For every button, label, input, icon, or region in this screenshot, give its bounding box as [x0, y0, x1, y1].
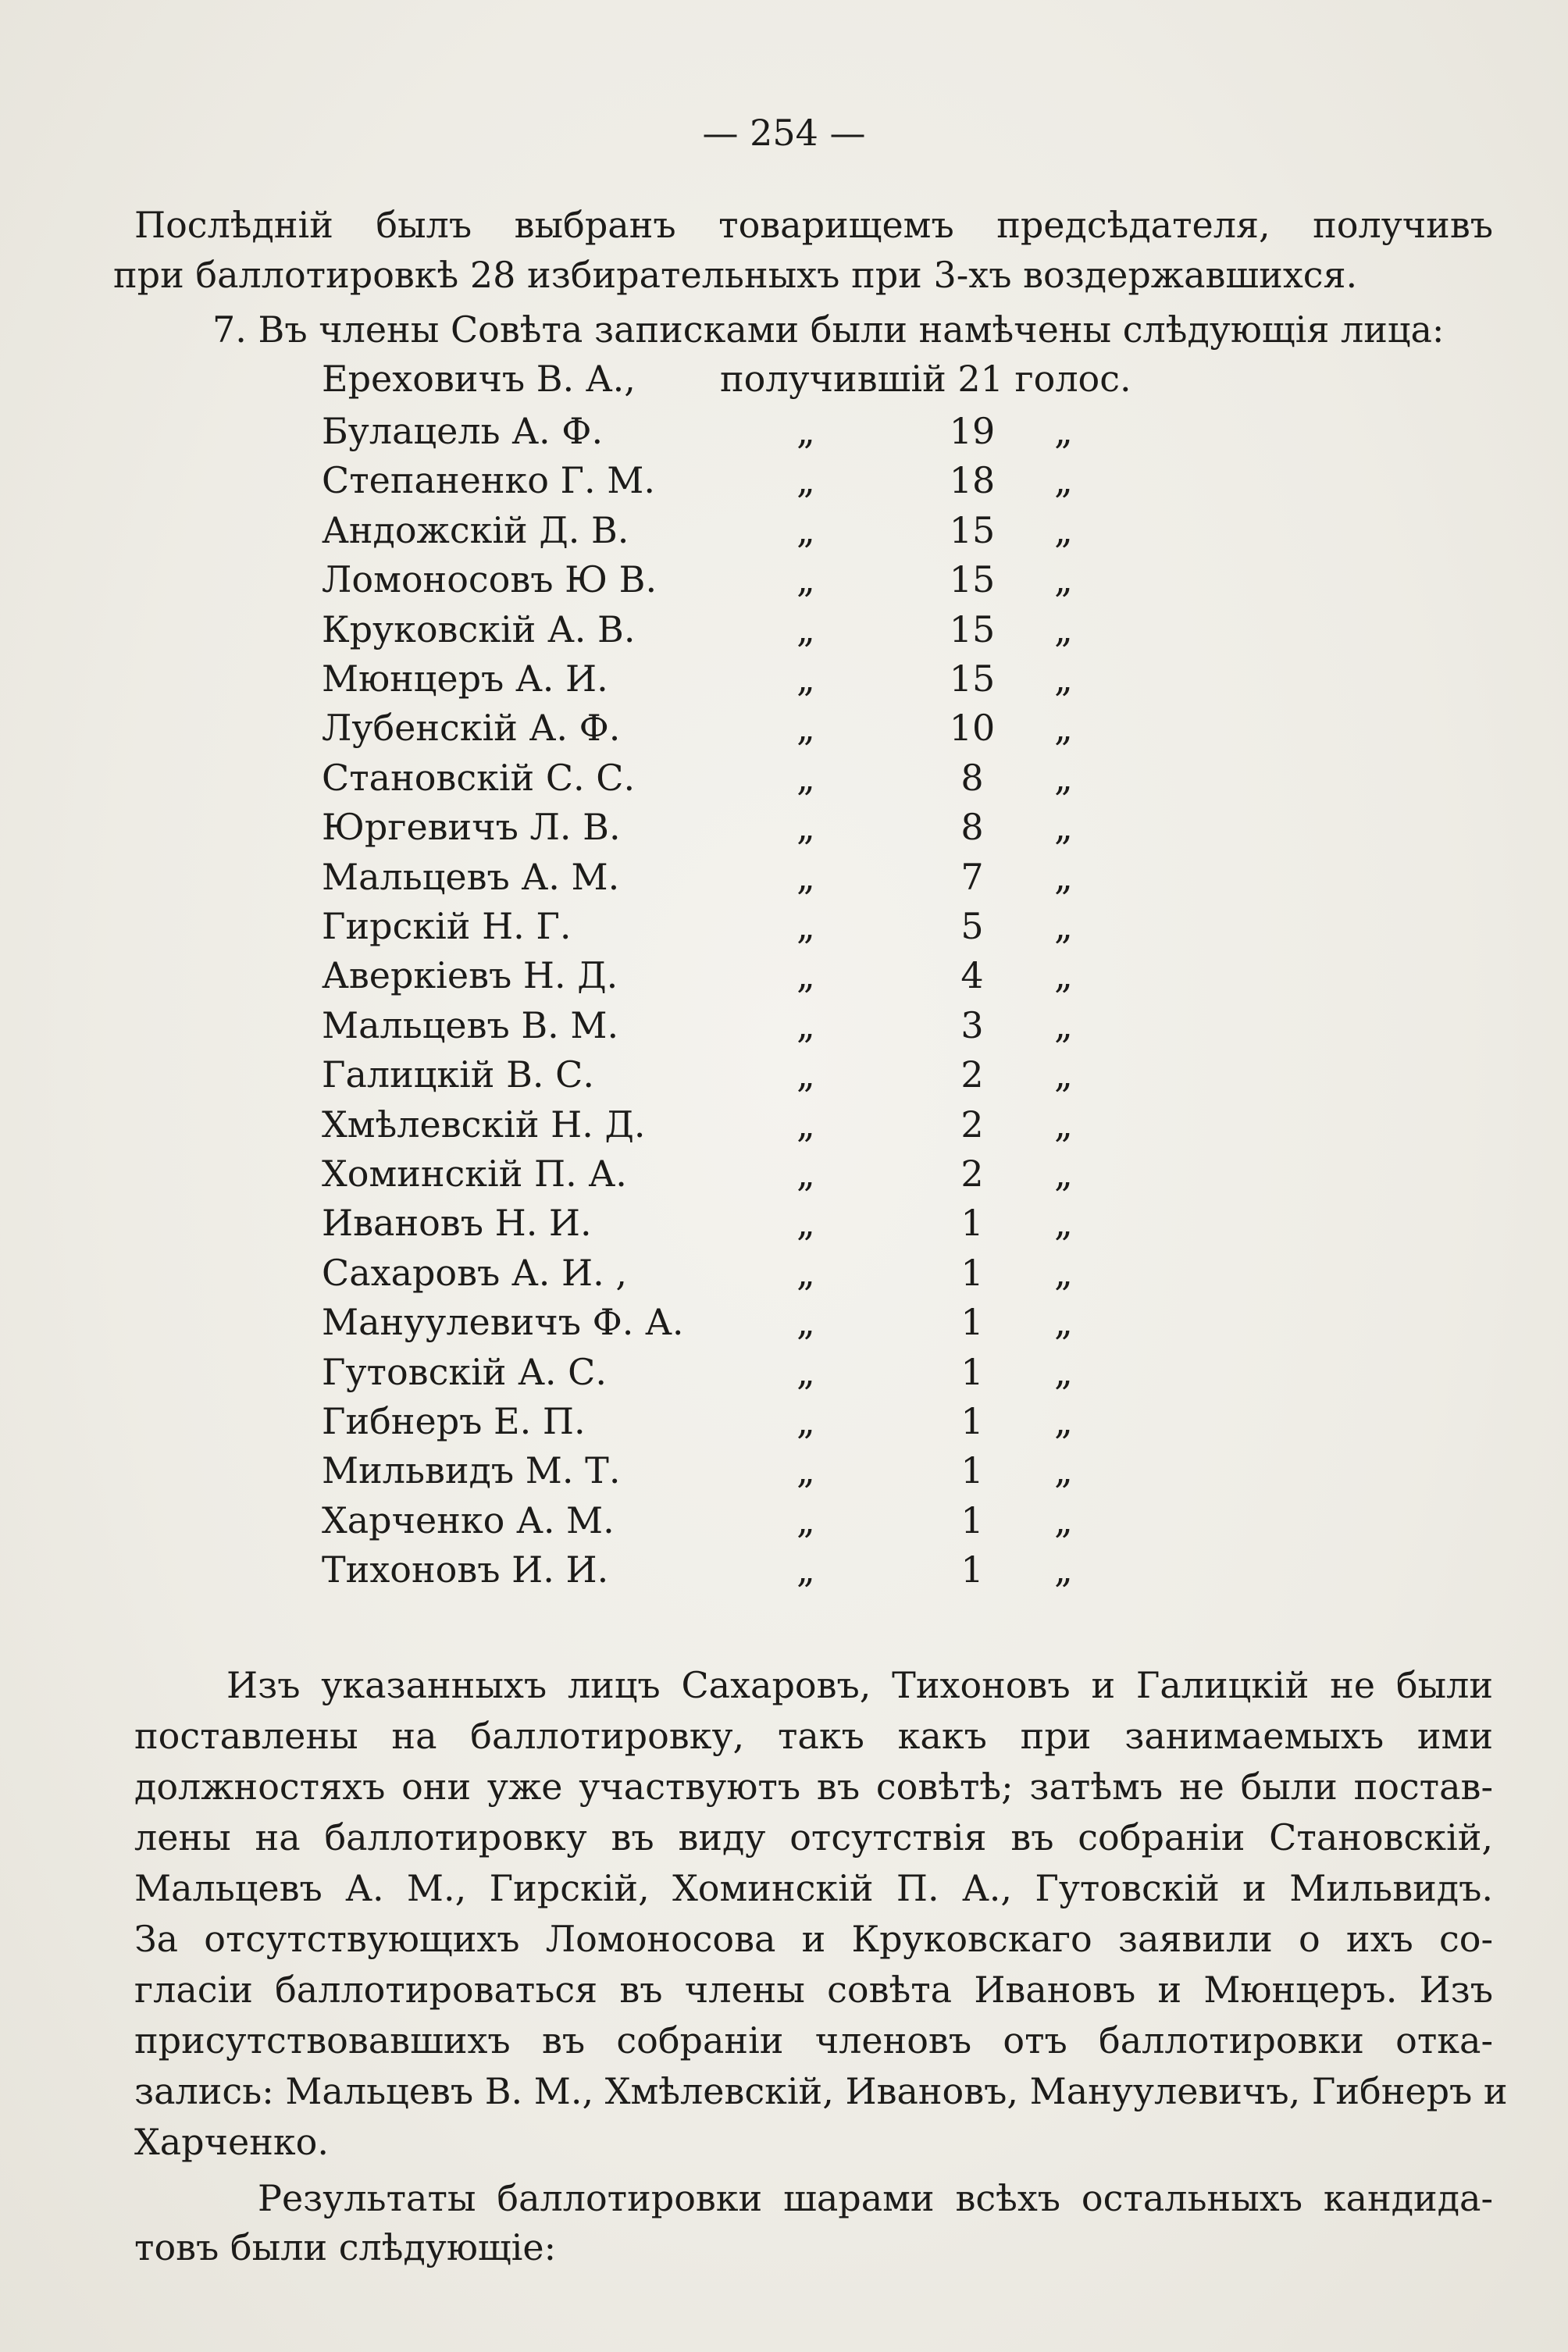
paragraph-line-9: зались: Мальцевъ В. М., Хмѣлевскій, Ивановъ, Мануулевичъ, Гибнеръ и [134, 2070, 1508, 2112]
candidate-votes: 18 [949, 459, 996, 501]
ditto-mark: „ [796, 657, 815, 700]
ditto-mark: „ [1054, 1548, 1073, 1591]
ditto-mark: „ [1054, 1202, 1073, 1244]
paragraph-line-5: Мальцевъ А. М., Гирскій, Хоминскій П. А., Гутовскій и Мильвидъ. [134, 1867, 1493, 1909]
candidate-votes: 1 [960, 1301, 984, 1343]
candidate-votes: 10 [949, 707, 996, 749]
candidate-name: Лубенскій А. Ф. [322, 707, 621, 749]
ditto-mark: „ [1054, 459, 1073, 501]
ditto-mark: „ [1054, 1053, 1073, 1096]
ditto-mark: „ [796, 1351, 815, 1393]
candidate-name-first: Ереховичъ В. А., [322, 358, 636, 400]
candidate-name: Гирскій Н. Г. [322, 905, 572, 947]
paragraph-line-3: должностяхъ они уже участвуютъ въ совѣтѣ; затѣмъ не были постав- [134, 1766, 1493, 1808]
ditto-mark: „ [796, 1400, 815, 1442]
candidate-name: Юргевичъ Л. В. [322, 806, 621, 848]
candidate-votes: 1 [960, 1499, 984, 1541]
section-heading: 7. Въ члены Совѣта записками были намѣчены слѣдующія лица: [212, 308, 1445, 351]
candidate-votes-first: получившій 21 голос. [720, 358, 1131, 400]
ditto-mark: „ [796, 1548, 815, 1591]
candidate-name: Мануулевичъ Ф. А. [322, 1301, 684, 1343]
intro-line-1: Послѣдній былъ выбранъ товарищемъ предсѣдателя, получивъ [134, 204, 1493, 246]
paragraph-line-8: присутствовавшихъ въ собраніи членовъ отъ баллотировки отка- [134, 2019, 1493, 2062]
candidate-name: Мюнцеръ А. И. [322, 657, 608, 700]
candidate-name: Ивановъ Н. И. [322, 1202, 592, 1244]
candidate-name: Гутовскій А. С. [322, 1351, 607, 1393]
ditto-mark: „ [796, 509, 815, 551]
candidate-name: Мильвидъ М. Т. [322, 1449, 621, 1491]
candidate-votes: 15 [949, 608, 996, 650]
ditto-mark: „ [796, 1202, 815, 1244]
ditto-mark: „ [1054, 1004, 1073, 1046]
ditto-mark: „ [796, 905, 815, 947]
ditto-mark: „ [1054, 608, 1073, 650]
candidate-votes: 1 [960, 1400, 984, 1442]
candidate-name: Хоминскій П. А. [322, 1153, 627, 1195]
ditto-mark: „ [1054, 410, 1073, 452]
candidate-name: Галицкій В. С. [322, 1053, 594, 1096]
candidate-votes: 15 [949, 657, 996, 700]
candidate-votes: 8 [960, 757, 984, 799]
candidate-name: Мальцевъ А. М. [322, 856, 620, 898]
candidate-name: Аверкіевъ Н. Д. [322, 954, 618, 996]
candidate-name: Хмѣлевскій Н. Д. [322, 1103, 646, 1146]
candidate-name: Гибнеръ Е. П. [322, 1400, 586, 1442]
ditto-mark: „ [796, 608, 815, 650]
candidate-votes: 3 [960, 1004, 984, 1046]
ditto-mark: „ [796, 1004, 815, 1046]
results-line-1: Результаты баллотировки шарами всѣхъ остальныхъ кандида- [258, 2177, 1493, 2219]
ditto-mark: „ [1054, 1351, 1073, 1393]
candidate-votes: 8 [960, 806, 984, 848]
candidate-votes: 1 [960, 1351, 984, 1393]
paragraph-line-4: лены на баллотировку въ виду отсутствія въ собраніи Становскій, [134, 1816, 1493, 1858]
candidate-name: Булацель А. Ф. [322, 410, 604, 452]
candidate-name: Харченко А. М. [322, 1499, 615, 1541]
candidate-votes: 15 [949, 558, 996, 600]
ditto-mark: „ [796, 707, 815, 749]
ditto-mark: „ [1054, 558, 1073, 600]
candidate-votes: 1 [960, 1252, 984, 1294]
candidate-votes: 1 [960, 1202, 984, 1244]
ditto-mark: „ [1054, 1499, 1073, 1541]
ditto-mark: „ [796, 1301, 815, 1343]
candidate-votes: 2 [960, 1103, 984, 1146]
ditto-mark: „ [1054, 905, 1073, 947]
intro-line-2: при баллотировкѣ 28 избирательныхъ при 3-хъ воздержавшихся. [113, 254, 1358, 296]
ditto-mark: „ [1054, 856, 1073, 898]
ditto-mark: „ [1054, 1153, 1073, 1195]
candidate-name: Становскій С. С. [322, 757, 636, 799]
ditto-mark: „ [1054, 757, 1073, 799]
paragraph-line-10: Харченко. [134, 2121, 329, 2163]
candidate-name: Сахаровъ А. И. , [322, 1252, 627, 1294]
candidate-votes: 4 [960, 954, 984, 996]
candidate-name: Мальцевъ В. М. [322, 1004, 619, 1046]
candidate-name: Ломоносовъ Ю В. [322, 558, 657, 600]
candidate-votes: 5 [960, 905, 984, 947]
candidate-votes: 2 [960, 1153, 984, 1195]
paragraph-line-1: Изъ указанныхъ лицъ Сахаровъ, Тихоновъ и Галицкій не были [226, 1664, 1493, 1706]
ditto-mark: „ [1054, 806, 1073, 848]
page-number: — 254 — [702, 112, 866, 154]
ditto-mark: „ [796, 1252, 815, 1294]
candidate-name: Тихоновъ И. И. [322, 1548, 609, 1591]
paragraph-line-7: гласіи баллотироваться въ члены совѣта Ивановъ и Мюнцеръ. Изъ [134, 1969, 1493, 2011]
ditto-mark: „ [796, 1103, 815, 1146]
ditto-mark: „ [796, 856, 815, 898]
ditto-mark: „ [796, 757, 815, 799]
candidate-votes: 15 [949, 509, 996, 551]
ditto-mark: „ [1054, 509, 1073, 551]
ditto-mark: „ [796, 1449, 815, 1491]
ditto-mark: „ [796, 1053, 815, 1096]
candidate-name: Андожскій Д. В. [322, 509, 629, 551]
ditto-mark: „ [1054, 1301, 1073, 1343]
ditto-mark: „ [1054, 707, 1073, 749]
candidate-votes: 1 [960, 1449, 984, 1491]
candidate-votes: 1 [960, 1548, 984, 1591]
ditto-mark: „ [1054, 1252, 1073, 1294]
ditto-mark: „ [796, 1153, 815, 1195]
ditto-mark: „ [1054, 1400, 1073, 1442]
candidate-votes: 19 [949, 410, 996, 452]
ditto-mark: „ [1054, 657, 1073, 700]
candidate-votes: 2 [960, 1053, 984, 1096]
ditto-mark: „ [796, 410, 815, 452]
ditto-mark: „ [796, 1499, 815, 1541]
ditto-mark: „ [1054, 1449, 1073, 1491]
ditto-mark: „ [796, 459, 815, 501]
paragraph-line-6: За отсутствующихъ Ломоносова и Круковскаго заявили о ихъ со- [134, 1918, 1493, 1960]
candidate-votes: 7 [960, 856, 984, 898]
ditto-mark: „ [796, 954, 815, 996]
ditto-mark: „ [796, 806, 815, 848]
ditto-mark: „ [796, 558, 815, 600]
ditto-mark: „ [1054, 1103, 1073, 1146]
ditto-mark: „ [1054, 954, 1073, 996]
candidate-name: Круковскій А. В. [322, 608, 636, 650]
paragraph-line-2: поставлены на баллотировку, такъ какъ при занимаемыхъ ими [134, 1715, 1493, 1757]
candidate-name: Степаненко Г. М. [322, 459, 655, 501]
results-line-2: товъ были слѣдующіе: [134, 2226, 557, 2268]
